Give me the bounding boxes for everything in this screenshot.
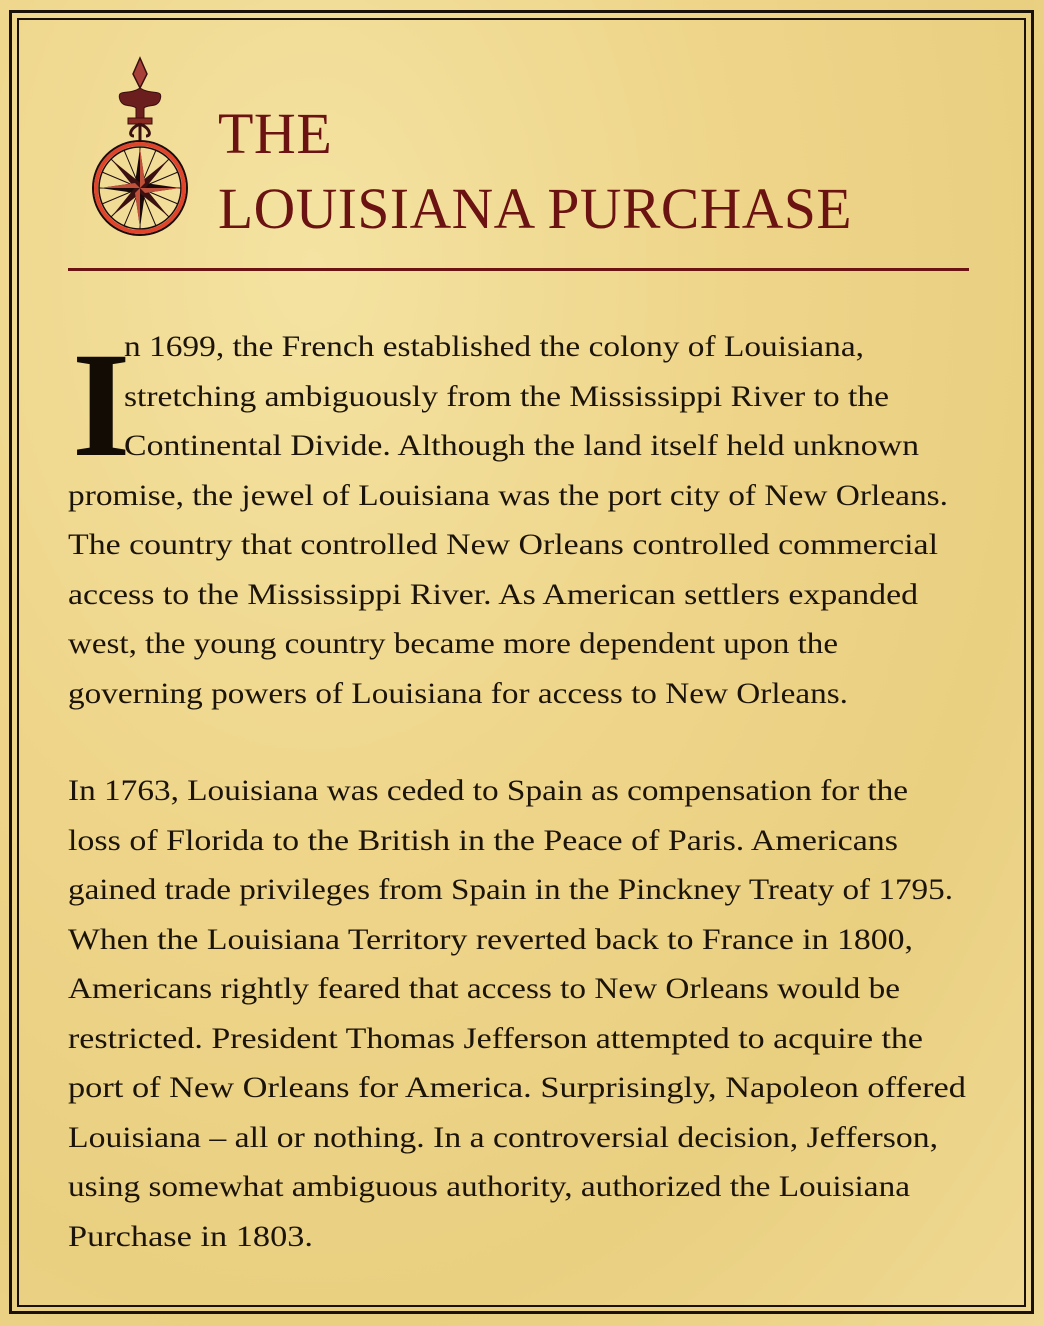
text-line: Purchase in 1803. bbox=[68, 1219, 313, 1253]
fleur-de-lis-compass-rose-icon bbox=[88, 56, 200, 236]
text-line: promise, the jewel of Louisiana was the port city of New Orleans. bbox=[68, 478, 948, 512]
text-line: governing powers of Louisiana for access to New Orleans. bbox=[68, 676, 848, 710]
text-line: Americans rightly feared that access to New Orleans would be bbox=[68, 972, 900, 1005]
text-line: Continental Divide. Although the land itself held unknown bbox=[124, 429, 920, 462]
text-line: gained trade privileges from Spain in the Pinckney Treaty of 1795. bbox=[68, 873, 954, 906]
title-line-1: THE bbox=[218, 101, 333, 166]
text-line: n 1699, the French established the colony of Louisiana, bbox=[124, 330, 864, 363]
text-line: The country that controlled New Orleans controlled commercial bbox=[68, 528, 938, 561]
text-line: stretching ambiguously from the Mississippi River to the bbox=[124, 379, 890, 413]
drop-cap: I bbox=[72, 322, 131, 488]
text-line: using somewhat ambiguous authority, authorized the Louisiana bbox=[68, 1170, 910, 1203]
text-line: access to the Mississippi River. As American settlers expanded bbox=[68, 577, 919, 611]
text-line: Louisiana – all or nothing. In a controversial decision, Jefferson, bbox=[68, 1120, 938, 1154]
text-line: loss of Florida to the British in the Peace of Paris. Americans bbox=[68, 823, 898, 857]
text-line: When the Louisiana Territory reverted back to France in 1800, bbox=[68, 922, 913, 956]
title-divider bbox=[68, 268, 969, 271]
text-line: In 1763, Louisiana was ceded to Spain as compensation for the bbox=[68, 774, 908, 807]
text-line: restricted. President Thomas Jefferson attempted to acquire the bbox=[68, 1021, 923, 1055]
text-line: west, the young country became more dependent upon the bbox=[68, 627, 838, 660]
text-line: port of New Orleans for America. Surprisingly, Napoleon offered bbox=[68, 1071, 967, 1104]
title-line-2: LOUISIANA PURCHASE bbox=[218, 176, 852, 241]
